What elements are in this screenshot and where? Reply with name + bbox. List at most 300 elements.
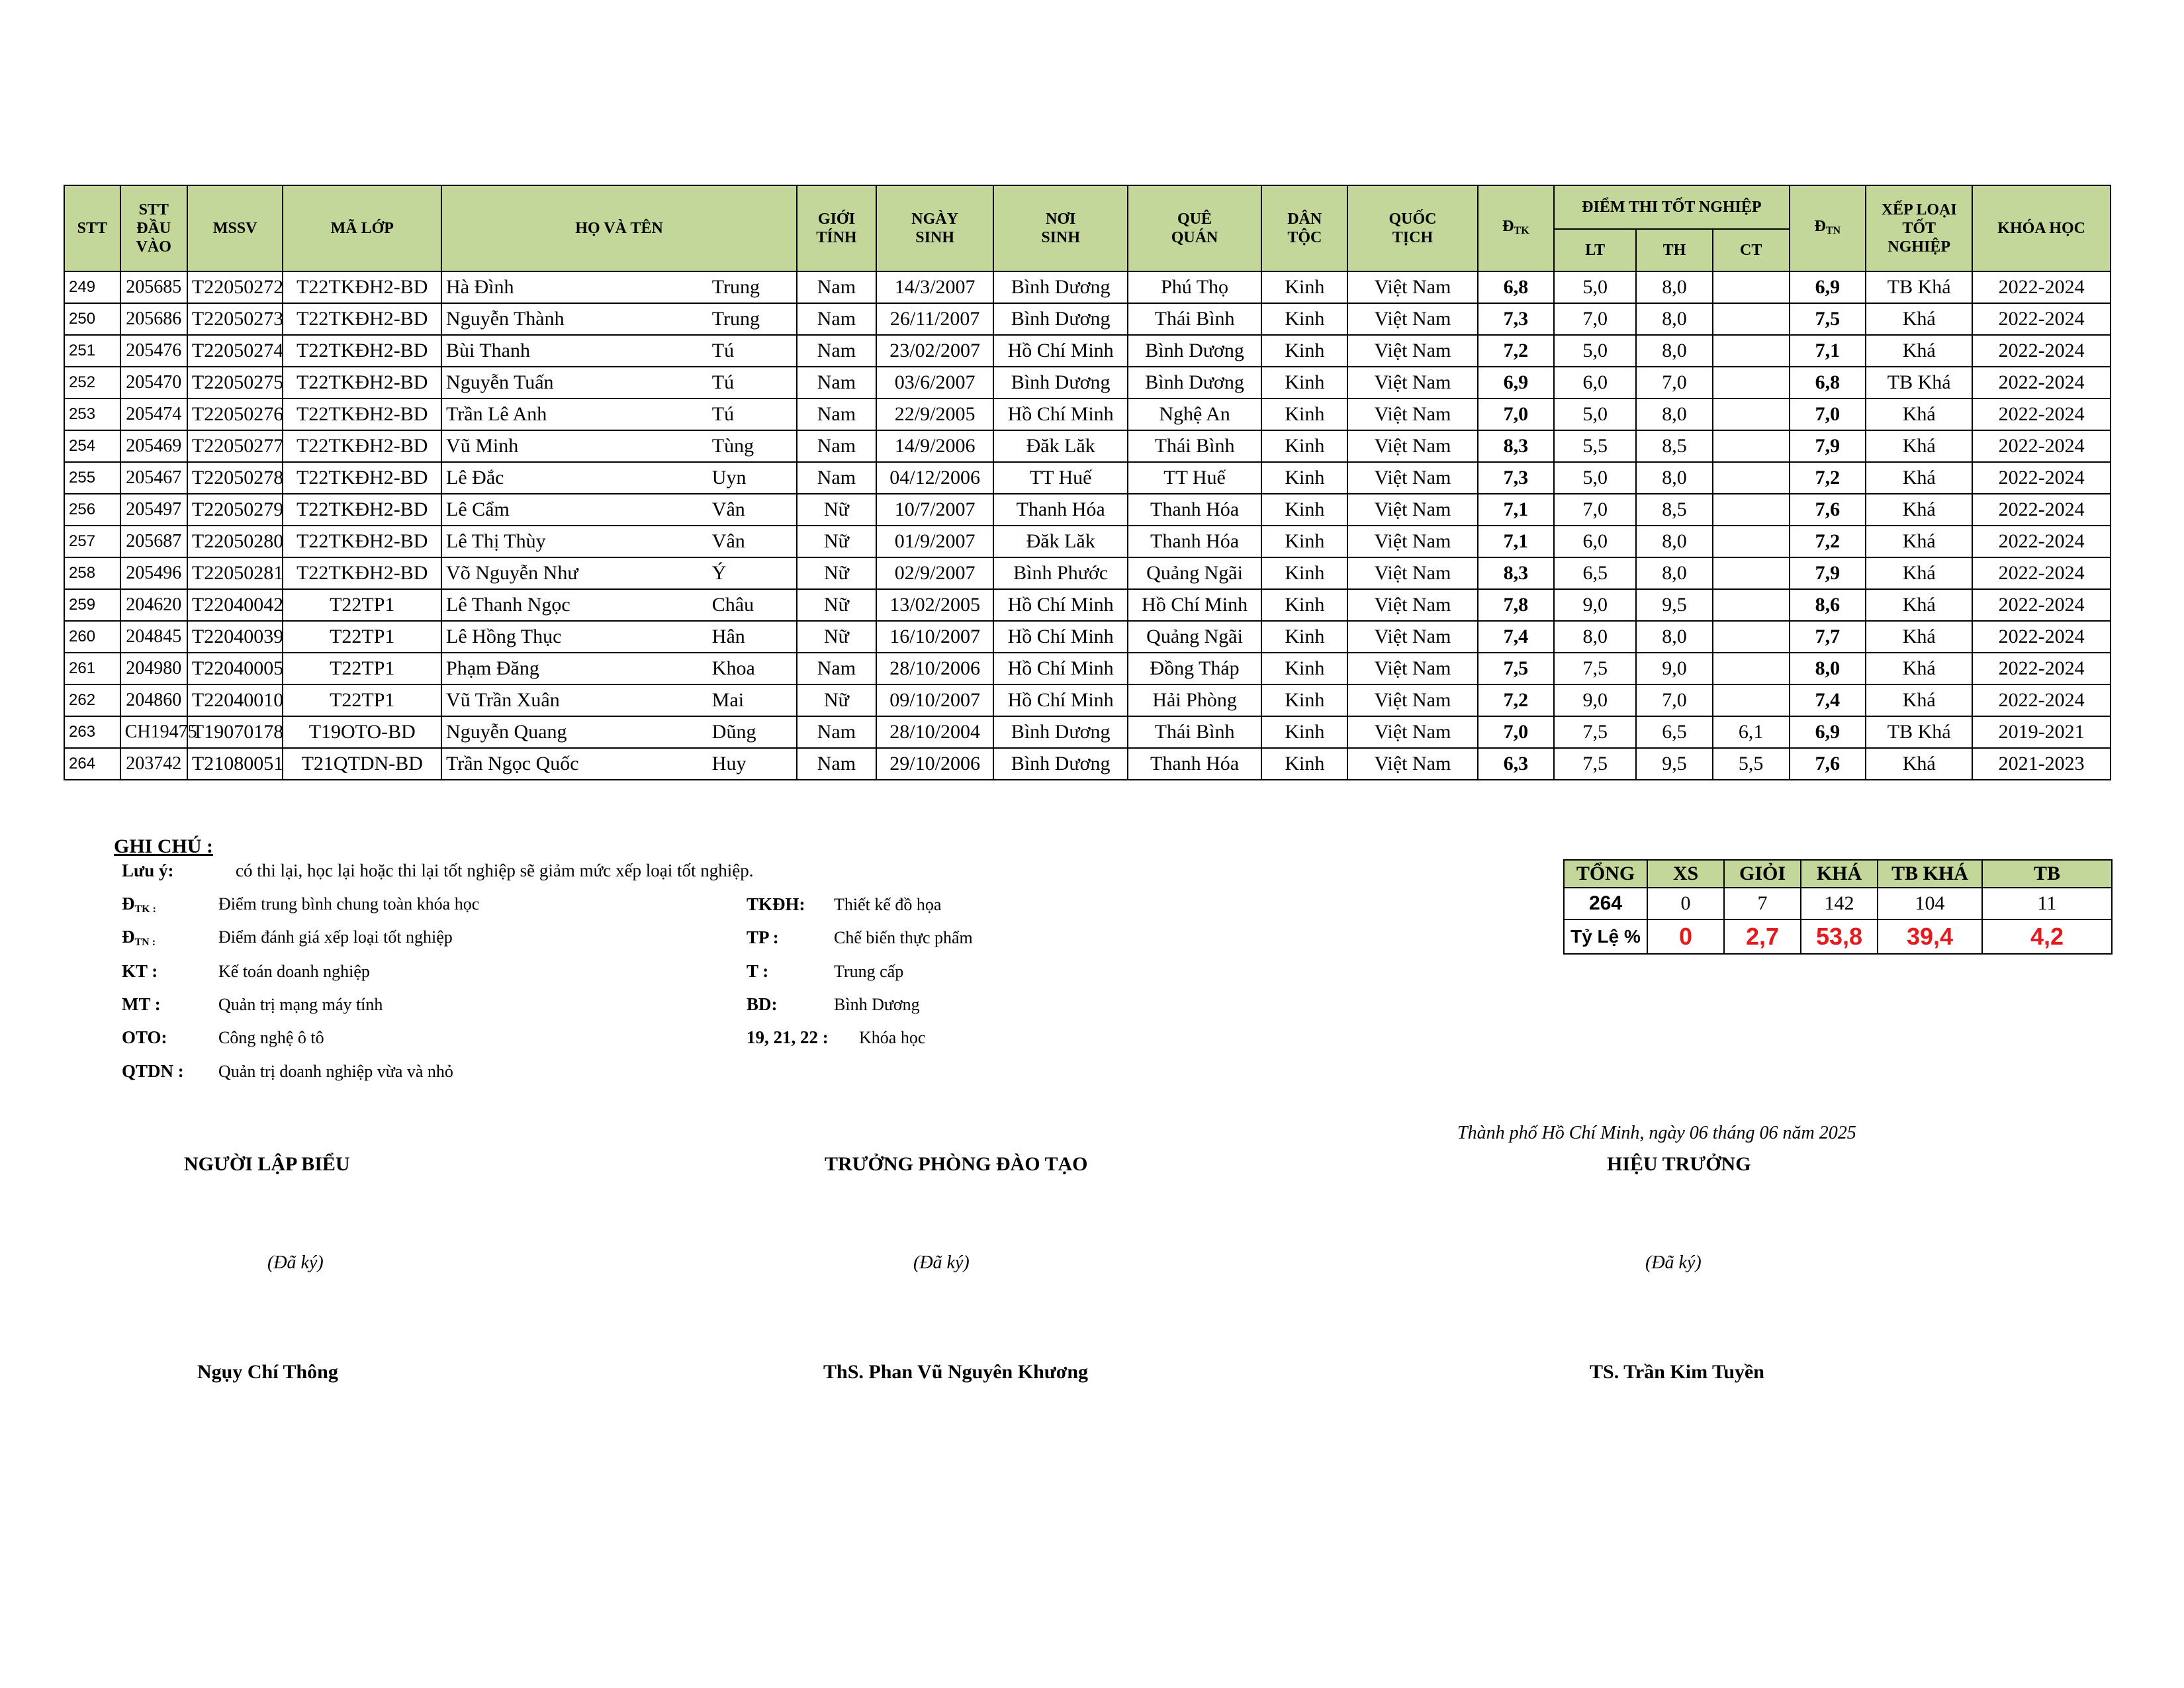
- abbr-value: Bình Dương: [834, 995, 920, 1014]
- summary-count: 0: [1647, 888, 1724, 919]
- cell-dob: 16/10/2007: [876, 621, 994, 653]
- cell-entry-number: 205476: [120, 335, 187, 367]
- cell-ct: [1713, 653, 1790, 684]
- cell-nationality: Việt Nam: [1347, 335, 1477, 367]
- dtn-legend-text: Điểm đánh giá xếp loại tốt nghiệp: [218, 927, 453, 947]
- cell-entry-number: 205467: [120, 462, 187, 494]
- table-body: [64, 271, 2111, 780]
- table-row: [64, 462, 2111, 494]
- cell-classification: Khá: [1866, 303, 1972, 335]
- cell-gender: Nam: [797, 748, 876, 780]
- cell-stt: 254: [64, 430, 120, 462]
- cell-course: 2021-2023: [1972, 748, 2111, 780]
- cell-lt: 7,5: [1554, 653, 1636, 684]
- cell-dob: 14/9/2006: [876, 430, 994, 462]
- cell-th: 8,0: [1636, 335, 1713, 367]
- cell-entry-number: 204620: [120, 589, 187, 621]
- cell-dtk: 7,2: [1478, 684, 1555, 716]
- summary-count: 7: [1724, 888, 1801, 919]
- cell-classification: Khá: [1866, 653, 1972, 684]
- cell-course: 2022-2024: [1972, 684, 2111, 716]
- cell-birthplace: Hồ Chí Minh: [993, 335, 1127, 367]
- cell-dob: 22/9/2005: [876, 399, 994, 430]
- cell-stt: 249: [64, 271, 120, 303]
- cell-birthplace: Bình Dương: [993, 367, 1127, 399]
- cell-course: 2022-2024: [1972, 589, 2111, 621]
- cell-lt: 7,5: [1554, 748, 1636, 780]
- cell-dtn: 6,9: [1790, 716, 1866, 748]
- graduates-table: [64, 185, 2111, 780]
- cell-dtk: 7,0: [1478, 716, 1555, 748]
- table-row: [64, 271, 2111, 303]
- cell-ct: [1713, 367, 1790, 399]
- summary-count: 104: [1878, 888, 1982, 919]
- cell-lt: 9,0: [1554, 589, 1636, 621]
- cell-gender: Nữ: [797, 557, 876, 589]
- cell-classification: Khá: [1866, 526, 1972, 557]
- cell-lt: 7,0: [1554, 303, 1636, 335]
- summary-total: 264: [1564, 888, 1647, 919]
- dtn-legend-key: $Đ_{TN :}$: [122, 927, 156, 948]
- cell-given-name: Châu: [708, 589, 797, 621]
- cell-birthplace: Đăk Lăk: [993, 430, 1127, 462]
- cell-classification: Khá: [1866, 621, 1972, 653]
- header-mssv: MSSV: [187, 185, 283, 271]
- cell-hometown: Hải Phòng: [1128, 684, 1261, 716]
- cell-birthplace: Hồ Chí Minh: [993, 684, 1127, 716]
- cell-dob: 28/10/2006: [876, 653, 994, 684]
- cell-lt: 5,0: [1554, 271, 1636, 303]
- cell-dob: 01/9/2007: [876, 526, 994, 557]
- cell-hometown: Quảng Ngãi: [1128, 557, 1261, 589]
- header-stt: STT: [64, 185, 120, 271]
- table-row: [64, 367, 2111, 399]
- cell-dtn: 7,2: [1790, 526, 1866, 557]
- header-full-name: HỌ VÀ TÊN: [441, 185, 797, 271]
- summary-header: TB KHÁ: [1878, 860, 1982, 888]
- cell-th: 9,5: [1636, 589, 1713, 621]
- cell-dtk: 7,1: [1478, 494, 1555, 526]
- cell-class-code: T22TKĐH2-BD: [283, 430, 441, 462]
- cell-hometown: Thanh Hóa: [1128, 748, 1261, 780]
- cell-surname: Lê Hồng Thục: [441, 621, 708, 653]
- cell-mssv: T22040005: [187, 653, 283, 684]
- cell-dtk: 8,3: [1478, 430, 1555, 462]
- dtk-legend-key: $Đ_{TK :}$: [122, 894, 156, 915]
- cell-th: 8,0: [1636, 557, 1713, 589]
- cell-dtn: 8,6: [1790, 589, 1866, 621]
- cell-dob: 28/10/2004: [876, 716, 994, 748]
- cell-class-code: T22TKĐH2-BD: [283, 526, 441, 557]
- cell-ethnicity: Kinh: [1261, 462, 1347, 494]
- header-gender: GIỚI TÍNH: [797, 185, 876, 271]
- cell-surname: Phạm Đăng: [441, 653, 708, 684]
- cell-birthplace: Hồ Chí Minh: [993, 399, 1127, 430]
- cell-course: 2022-2024: [1972, 621, 2111, 653]
- cell-nationality: Việt Nam: [1347, 367, 1477, 399]
- cell-ct: [1713, 303, 1790, 335]
- cell-classification: Khá: [1866, 494, 1972, 526]
- cell-gender: Nam: [797, 462, 876, 494]
- cell-stt: 261: [64, 653, 120, 684]
- cell-mssv: T22050274: [187, 335, 283, 367]
- cell-mssv: T22050275: [187, 367, 283, 399]
- cell-mssv: T22040042: [187, 589, 283, 621]
- cell-class-code: T22TKĐH2-BD: [283, 335, 441, 367]
- cell-birthplace: Đăk Lăk: [993, 526, 1127, 557]
- summary-rate: 0: [1647, 919, 1724, 954]
- cell-course: 2022-2024: [1972, 335, 2111, 367]
- cell-course: 2022-2024: [1972, 367, 2111, 399]
- cell-given-name: Khoa: [708, 653, 797, 684]
- cell-gender: Nam: [797, 335, 876, 367]
- header-dtk: $Đ_{TK}$: [1478, 185, 1555, 271]
- cell-class-code: T22TKĐH2-BD: [283, 462, 441, 494]
- summary-header: GIỎI: [1724, 860, 1801, 888]
- cell-th: 8,0: [1636, 526, 1713, 557]
- header-hometown: QUÊ QUÁN: [1128, 185, 1261, 271]
- cell-hometown: TT Huế: [1128, 462, 1261, 494]
- cell-stt: 257: [64, 526, 120, 557]
- cell-class-code: T22TKĐH2-BD: [283, 557, 441, 589]
- cell-nationality: Việt Nam: [1347, 748, 1477, 780]
- table-row: [64, 430, 2111, 462]
- cell-class-code: T22TP1: [283, 621, 441, 653]
- cell-ct: [1713, 621, 1790, 653]
- cell-class-code: T21QTDN-BD: [283, 748, 441, 780]
- summary-rate: 53,8: [1801, 919, 1878, 954]
- cell-dtn: 6,8: [1790, 367, 1866, 399]
- cell-hometown: Phú Thọ: [1128, 271, 1261, 303]
- summary-rate: 39,4: [1878, 919, 1982, 954]
- cell-given-name: Huy: [708, 748, 797, 780]
- cell-stt: 260: [64, 621, 120, 653]
- cell-nationality: Việt Nam: [1347, 653, 1477, 684]
- cell-ct: 6,1: [1713, 716, 1790, 748]
- cell-hometown: Thái Bình: [1128, 716, 1261, 748]
- cell-classification: Khá: [1866, 589, 1972, 621]
- cell-hometown: Thái Bình: [1128, 303, 1261, 335]
- cell-surname: Vũ Trần Xuân: [441, 684, 708, 716]
- cell-gender: Nam: [797, 716, 876, 748]
- cell-nationality: Việt Nam: [1347, 526, 1477, 557]
- abbr-key: BD:: [747, 994, 778, 1014]
- cell-dob: 29/10/2006: [876, 748, 994, 780]
- cell-dtn: 7,1: [1790, 335, 1866, 367]
- cell-stt: 250: [64, 303, 120, 335]
- cell-gender: Nữ: [797, 494, 876, 526]
- cell-entry-number: 203742: [120, 748, 187, 780]
- cell-gender: Nam: [797, 430, 876, 462]
- cell-ethnicity: Kinh: [1261, 621, 1347, 653]
- cell-entry-number: CH19475: [120, 716, 187, 748]
- cell-entry-number: 205687: [120, 526, 187, 557]
- cell-entry-number: 205497: [120, 494, 187, 526]
- cell-dtn: 7,5: [1790, 303, 1866, 335]
- cell-course: 2022-2024: [1972, 557, 2111, 589]
- cell-dob: 14/3/2007: [876, 271, 994, 303]
- cell-surname: Võ Nguyễn Như: [441, 557, 708, 589]
- cell-birthplace: Bình Dương: [993, 716, 1127, 748]
- cell-th: 8,0: [1636, 271, 1713, 303]
- cell-dtk: 8,3: [1478, 557, 1555, 589]
- cell-surname: Nguyễn Thành: [441, 303, 708, 335]
- cell-surname: Bùi Thanh: [441, 335, 708, 367]
- cell-entry-number: 204980: [120, 653, 187, 684]
- cell-birthplace: TT Huế: [993, 462, 1127, 494]
- cell-classification: Khá: [1866, 335, 1972, 367]
- cell-th: 9,5: [1636, 748, 1713, 780]
- cell-birthplace: Bình Dương: [993, 303, 1127, 335]
- cell-stt: 258: [64, 557, 120, 589]
- cell-dtk: 6,3: [1478, 748, 1555, 780]
- cell-lt: 6,5: [1554, 557, 1636, 589]
- cell-class-code: T22TP1: [283, 684, 441, 716]
- preparer-signed: (Đã ký): [267, 1252, 324, 1273]
- cell-lt: 5,5: [1554, 430, 1636, 462]
- cell-mssv: T22050273: [187, 303, 283, 335]
- cell-ct: [1713, 589, 1790, 621]
- cell-mssv: T19070178: [187, 716, 283, 748]
- cell-stt: 251: [64, 335, 120, 367]
- date-line: Thành phố Hồ Chí Minh, ngày 06 tháng 06 năm 2025: [1457, 1123, 1856, 1143]
- abbr-value: Khóa học: [859, 1028, 926, 1047]
- cell-dtn: 6,9: [1790, 271, 1866, 303]
- cell-given-name: Hân: [708, 621, 797, 653]
- cell-lt: 6,0: [1554, 526, 1636, 557]
- cell-gender: Nam: [797, 271, 876, 303]
- header-dtn: $Đ_{TN}$: [1790, 185, 1866, 271]
- cell-hometown: Quảng Ngãi: [1128, 621, 1261, 653]
- cell-nationality: Việt Nam: [1347, 621, 1477, 653]
- header-birthplace: NƠI SINH: [993, 185, 1127, 271]
- header-ethnicity: DÂN TỘC: [1261, 185, 1347, 271]
- cell-class-code: T19OTO-BD: [283, 716, 441, 748]
- cell-course: 2022-2024: [1972, 271, 2111, 303]
- cell-nationality: Việt Nam: [1347, 430, 1477, 462]
- cell-ct: [1713, 557, 1790, 589]
- abbr-key: T :: [747, 961, 769, 981]
- header-class-code: MÃ LỚP: [283, 185, 441, 271]
- cell-ethnicity: Kinh: [1261, 335, 1347, 367]
- cell-stt: 262: [64, 684, 120, 716]
- table-row: [64, 557, 2111, 589]
- cell-entry-number: 204860: [120, 684, 187, 716]
- cell-dtn: 7,9: [1790, 557, 1866, 589]
- cell-surname: Lê Đắc: [441, 462, 708, 494]
- cell-given-name: Dũng: [708, 716, 797, 748]
- cell-birthplace: Bình Dương: [993, 271, 1127, 303]
- cell-dtk: 7,1: [1478, 526, 1555, 557]
- cell-given-name: Mai: [708, 684, 797, 716]
- cell-hometown: Nghệ An: [1128, 399, 1261, 430]
- cell-ct: [1713, 494, 1790, 526]
- cell-given-name: Trung: [708, 271, 797, 303]
- summary-table: [1563, 859, 2113, 955]
- table-row: [64, 621, 2111, 653]
- cell-dob: 09/10/2007: [876, 684, 994, 716]
- cell-ethnicity: Kinh: [1261, 303, 1347, 335]
- cell-ethnicity: Kinh: [1261, 526, 1347, 557]
- cell-lt: 5,0: [1554, 335, 1636, 367]
- training-head-title: TRƯỞNG PHÒNG ĐÀO TẠO: [825, 1153, 1088, 1175]
- cell-lt: 5,0: [1554, 399, 1636, 430]
- header-th: TH: [1636, 229, 1713, 271]
- cell-ct: 5,5: [1713, 748, 1790, 780]
- cell-th: 7,0: [1636, 684, 1713, 716]
- cell-classification: TB Khá: [1866, 716, 1972, 748]
- cell-classification: Khá: [1866, 748, 1972, 780]
- cell-surname: Hà Đình: [441, 271, 708, 303]
- header-dob: NGÀY SINH: [876, 185, 994, 271]
- cell-ct: [1713, 462, 1790, 494]
- cell-th: 8,0: [1636, 399, 1713, 430]
- cell-gender: Nữ: [797, 526, 876, 557]
- cell-mssv: T22050280: [187, 526, 283, 557]
- cell-dtn: 7,7: [1790, 621, 1866, 653]
- summary-header-row: [1564, 860, 2112, 888]
- cell-class-code: T22TKĐH2-BD: [283, 271, 441, 303]
- cell-surname: Lê Cẩm: [441, 494, 708, 526]
- abbr-key: MT :: [122, 994, 161, 1014]
- summary-header: TỔNG: [1564, 860, 1647, 888]
- cell-th: 9,0: [1636, 653, 1713, 684]
- cell-stt: 264: [64, 748, 120, 780]
- cell-dob: 04/12/2006: [876, 462, 994, 494]
- cell-entry-number: 205686: [120, 303, 187, 335]
- cell-classification: Khá: [1866, 430, 1972, 462]
- cell-dtk: 7,3: [1478, 462, 1555, 494]
- cell-course: 2022-2024: [1972, 462, 2111, 494]
- cell-stt: 255: [64, 462, 120, 494]
- principal-title: HIỆU TRƯỞNG: [1607, 1153, 1751, 1175]
- summary-count-row: [1564, 888, 2112, 919]
- cell-dtk: 6,8: [1478, 271, 1555, 303]
- cell-given-name: Vân: [708, 526, 797, 557]
- cell-surname: Trần Ngọc Quốc: [441, 748, 708, 780]
- summary-header: XS: [1647, 860, 1724, 888]
- cell-given-name: Tú: [708, 399, 797, 430]
- cell-ct: [1713, 430, 1790, 462]
- cell-dtn: 7,9: [1790, 430, 1866, 462]
- cell-ct: [1713, 271, 1790, 303]
- table-row: [64, 335, 2111, 367]
- cell-ct: [1713, 684, 1790, 716]
- cell-gender: Nữ: [797, 589, 876, 621]
- abbr-key: OTO:: [122, 1027, 167, 1047]
- cell-surname: Trần Lê Anh: [441, 399, 708, 430]
- cell-stt: 253: [64, 399, 120, 430]
- cell-dtn: 7,0: [1790, 399, 1866, 430]
- table-row: [64, 526, 2111, 557]
- cell-surname: Vũ Minh: [441, 430, 708, 462]
- table-row: [64, 303, 2111, 335]
- cell-stt: 256: [64, 494, 120, 526]
- cell-hometown: Hồ Chí Minh: [1128, 589, 1261, 621]
- preparer-name: Ngụy Chí Thông: [197, 1361, 338, 1383]
- cell-th: 8,0: [1636, 621, 1713, 653]
- cell-given-name: Tùng: [708, 430, 797, 462]
- cell-class-code: T22TKĐH2-BD: [283, 494, 441, 526]
- cell-hometown: Thanh Hóa: [1128, 494, 1261, 526]
- cell-dtn: 7,2: [1790, 462, 1866, 494]
- abbr-key: 19, 21, 22 :: [747, 1027, 829, 1047]
- cell-classification: Khá: [1866, 399, 1972, 430]
- cell-lt: 9,0: [1554, 684, 1636, 716]
- header-stt-entry: STT ĐẦU VÀO: [120, 185, 187, 271]
- cell-gender: Nam: [797, 303, 876, 335]
- principal-signed: (Đã ký): [1645, 1252, 1702, 1273]
- summary-rate-row: [1564, 919, 2112, 954]
- table-row: [64, 653, 2111, 684]
- cell-lt: 6,0: [1554, 367, 1636, 399]
- cell-entry-number: 205469: [120, 430, 187, 462]
- cell-birthplace: Hồ Chí Minh: [993, 621, 1127, 653]
- dtk-legend-text: Điểm trung bình chung toàn khóa học: [218, 894, 480, 914]
- cell-hometown: Bình Dương: [1128, 367, 1261, 399]
- cell-course: 2022-2024: [1972, 653, 2111, 684]
- cell-classification: Khá: [1866, 462, 1972, 494]
- summary-rate-label: Tỷ Lệ %: [1564, 919, 1647, 954]
- abbr-key: QTDN :: [122, 1061, 184, 1081]
- cell-dob: 02/9/2007: [876, 557, 994, 589]
- abbr-value: Trung cấp: [834, 962, 904, 981]
- summary-header: KHÁ: [1801, 860, 1878, 888]
- cell-given-name: Trung: [708, 303, 797, 335]
- cell-gender: Nam: [797, 653, 876, 684]
- summary-header: TB: [1982, 860, 2112, 888]
- cell-gender: Nam: [797, 367, 876, 399]
- note-text: có thi lại, học lại hoặc thi lại tốt nghiệp sẽ giảm mức xếp loại tốt nghiệp.: [236, 861, 754, 880]
- cell-ct: [1713, 399, 1790, 430]
- cell-lt: 8,0: [1554, 621, 1636, 653]
- cell-lt: 5,0: [1554, 462, 1636, 494]
- cell-dob: 10/7/2007: [876, 494, 994, 526]
- cell-ethnicity: Kinh: [1261, 653, 1347, 684]
- cell-gender: Nữ: [797, 684, 876, 716]
- cell-dtk: 7,2: [1478, 335, 1555, 367]
- cell-ethnicity: Kinh: [1261, 271, 1347, 303]
- cell-ethnicity: Kinh: [1261, 684, 1347, 716]
- cell-th: 8,5: [1636, 494, 1713, 526]
- abbr-value: Chế biến thực phẩm: [834, 928, 973, 947]
- cell-entry-number: 205496: [120, 557, 187, 589]
- header-nationality: QUỐC TỊCH: [1347, 185, 1477, 271]
- table-header: [64, 185, 2111, 271]
- cell-dtk: 7,4: [1478, 621, 1555, 653]
- cell-dtk: 7,5: [1478, 653, 1555, 684]
- cell-entry-number: 205474: [120, 399, 187, 430]
- cell-dtn: 7,6: [1790, 748, 1866, 780]
- cell-birthplace: Bình Dương: [993, 748, 1127, 780]
- preparer-title: NGƯỜI LẬP BIỂU: [184, 1153, 350, 1175]
- cell-nationality: Việt Nam: [1347, 557, 1477, 589]
- cell-given-name: Tú: [708, 335, 797, 367]
- cell-ethnicity: Kinh: [1261, 399, 1347, 430]
- cell-dob: 26/11/2007: [876, 303, 994, 335]
- cell-surname: Nguyễn Tuấn: [441, 367, 708, 399]
- cell-course: 2022-2024: [1972, 526, 2111, 557]
- cell-hometown: Đồng Tháp: [1128, 653, 1261, 684]
- header-classification: XẾP LOẠI TỐT NGHIỆP: [1866, 185, 1972, 271]
- summary-rate: 2,7: [1724, 919, 1801, 954]
- cell-lt: 7,5: [1554, 716, 1636, 748]
- table-row: [64, 399, 2111, 430]
- cell-surname: Lê Thanh Ngọc: [441, 589, 708, 621]
- cell-mssv: T21080051: [187, 748, 283, 780]
- cell-course: 2019-2021: [1972, 716, 2111, 748]
- cell-classification: Khá: [1866, 684, 1972, 716]
